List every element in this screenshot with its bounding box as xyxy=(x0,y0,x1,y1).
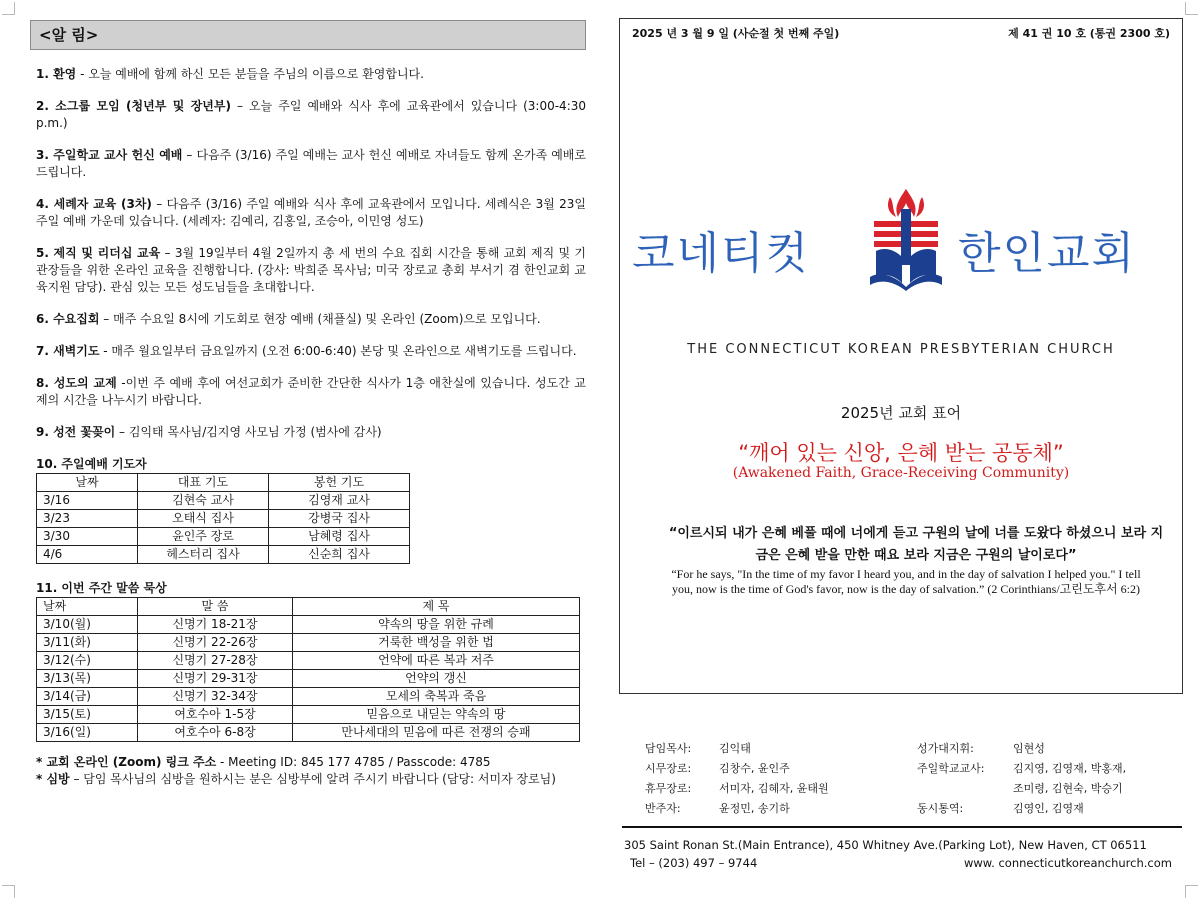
table-cell: 여호수아 6-8장 xyxy=(138,724,293,742)
table-row xyxy=(37,510,410,528)
motto-english: (Awakened Faith, Grace-Receiving Community) xyxy=(732,465,1070,481)
staff-role: 휴무장로: xyxy=(645,782,692,795)
divider xyxy=(622,826,1182,828)
table-row xyxy=(37,616,580,634)
staff-names: 서미자, 김혜자, 윤태원 xyxy=(719,782,829,795)
notice-item xyxy=(36,98,586,132)
notice-text: – 매주 수요일 8시에 기도회로 현장 예배 (채플실) 및 온라인 (Zoom)으로 모입니다. xyxy=(99,312,541,326)
notice-item xyxy=(36,424,586,441)
table-cell: 거룩한 백성을 위한 법 xyxy=(293,634,580,652)
staff-names: 윤정민, 송기하 xyxy=(719,802,790,815)
table-cell: 남혜령 집사 xyxy=(269,528,410,546)
bulletin-date: 2025 년 3 월 9 일 (사순절 첫 번째 주일) xyxy=(632,27,840,40)
table-cell: 헤스터리 집사 xyxy=(138,546,269,564)
bulletin-issue: 제 41 권 10 호 (통권 2300 호) xyxy=(1008,27,1170,40)
table-cell: 강병국 집사 xyxy=(269,510,410,528)
table-cell: 4/6 xyxy=(37,546,138,564)
table-row xyxy=(37,724,580,742)
page-corner-mark xyxy=(2,885,15,898)
bulletin-cover xyxy=(619,18,1183,694)
zoom-link-note xyxy=(36,754,586,771)
table-cell: 약속의 땅을 위한 규례 xyxy=(293,616,580,634)
table-row xyxy=(37,688,580,706)
staff-role: 주일학교교사: xyxy=(917,762,985,775)
notice-text: – 김익태 목사님/김지영 사모님 가정 (범사에 감사) xyxy=(115,425,382,439)
staff-role: 반주자: xyxy=(645,802,681,815)
notice-title: 8. 성도의 교제 xyxy=(36,376,117,390)
staff-names: 김영인, 김영재 xyxy=(1013,802,1084,815)
notice-text: – 다음주 (3/16) 주일 예배는 교사 헌신 예배로 자녀들도 함께 온가족 예배로 드립니다. xyxy=(36,148,586,179)
staff-role: 시무장로: xyxy=(645,762,692,775)
notice-text: - 매주 월요일부터 금요일까지 (오전 6:00-6:40) 본당 및 온라인으로 새벽기도를 드립니다. xyxy=(99,344,577,358)
staff-names: 임현성 xyxy=(1013,742,1045,755)
notices-column xyxy=(30,20,586,788)
table-cell: 3/15(토) xyxy=(37,706,138,724)
notice-item xyxy=(36,147,586,181)
staff-role: 성가대지휘: xyxy=(917,742,974,755)
table-cell: 신순희 집사 xyxy=(269,546,410,564)
table-cell: 3/16 xyxy=(37,492,138,510)
column-header: 날짜 xyxy=(37,474,138,492)
column-header: 봉헌 기도 xyxy=(269,474,410,492)
notice-title: 9. 성전 꽃꽂이 xyxy=(36,425,116,439)
table-cell: 만나세대의 믿음에 따른 전쟁의 승패 xyxy=(293,724,580,742)
motto-korean: “깨어 있는 신앙, 은혜 받는 공동체” xyxy=(738,441,1064,465)
table-cell: 3/14(금) xyxy=(37,688,138,706)
notice-item xyxy=(36,311,586,328)
page-corner-mark xyxy=(1185,885,1198,898)
church-website: www. connecticutkoreanchurch.com xyxy=(963,856,1172,870)
table-cell: 신명기 18-21장 xyxy=(138,616,293,634)
column-header: 제 목 xyxy=(293,598,580,616)
table-cell: 믿음으로 내딛는 약속의 땅 xyxy=(293,706,580,724)
prayer-table xyxy=(36,473,410,564)
table-cell: 김영재 교사 xyxy=(269,492,410,510)
staff-names: 김창수, 윤인주 xyxy=(719,762,790,775)
zoom-text: - Meeting ID: 845 177 4785 / Passcode: 4785 xyxy=(216,755,491,769)
church-logo xyxy=(620,187,1182,307)
cover-header xyxy=(632,25,1170,41)
logo-text-left: 코네티컷 xyxy=(632,228,811,279)
table-cell: 오태식 집사 xyxy=(138,510,269,528)
table-cell: 김현숙 교사 xyxy=(138,492,269,510)
notice-title: 2. 소그룹 모임 (청년부 및 장년부) xyxy=(36,99,231,113)
church-phone: Tel – (203) 497 – 9744 xyxy=(630,856,758,870)
page-corner-mark xyxy=(1185,2,1198,15)
visit-text: – 담임 목사님의 심방을 원하시는 분은 심방부에 알려 주시기 바랍니다 (담당: 서미자 장로님) xyxy=(69,772,556,786)
table-cell: 3/11(화) xyxy=(37,634,138,652)
motto-heading: 2025년 교회 표어 xyxy=(840,404,962,422)
table-row xyxy=(37,652,580,670)
notice-title: 7. 새벽기도 xyxy=(36,344,100,358)
table-cell: 윤인주 장로 xyxy=(138,528,269,546)
staff-role: 담임목사: xyxy=(645,742,692,755)
meditation-table xyxy=(36,597,580,742)
table-cell: 3/30 xyxy=(37,528,138,546)
notice-item xyxy=(36,66,586,83)
notice-title: 4. 세례자 교육 (3차) xyxy=(36,197,152,211)
table-cell: 신명기 32-34장 xyxy=(138,688,293,706)
notice-list xyxy=(30,66,586,441)
table-row xyxy=(37,670,580,688)
notice-item xyxy=(36,343,586,360)
presbyterian-cross-icon xyxy=(868,187,944,291)
visit-note xyxy=(36,771,586,788)
table-cell: 3/23 xyxy=(37,510,138,528)
table-cell: 3/16(일) xyxy=(37,724,138,742)
visit-title: * 심방 xyxy=(36,772,70,786)
notice-text: – 다음주 (3/16) 주일 예배와 식사 후에 교육관에서 모입니다. 세례식은 3월 23일 주일 예배 가운데 있습니다. (세례자: 김예리, 김홍일, 조승아, 이민영 성도) xyxy=(36,197,586,228)
table-row xyxy=(37,492,410,510)
table-cell: 신명기 27-28장 xyxy=(138,652,293,670)
table-row xyxy=(37,706,580,724)
table-cell: 언약의 갱신 xyxy=(293,670,580,688)
notices-header: <알 림> xyxy=(30,20,586,50)
notice-item xyxy=(36,245,586,296)
staff-names: 김익태 xyxy=(719,742,751,755)
zoom-title: * 교회 온라인 (Zoom) 링크 주소 xyxy=(36,755,217,769)
notice-text: -이번 주 예배 후에 여선교회가 준비한 간단한 식사가 1층 애찬실에 있습니다. 성도간 교제의 시간을 나누시기 바랍니다. xyxy=(36,376,586,407)
table-cell: 3/13(목) xyxy=(37,670,138,688)
table-cell: 언약에 따른 복과 저주 xyxy=(293,652,580,670)
notice-text: – 오늘 주일 예배와 식사 후에 교육관에서 있습니다 (3:00-4:30 p.m.) xyxy=(36,99,587,130)
table-row xyxy=(37,634,580,652)
notice-title: 1. 환영 xyxy=(36,67,77,81)
church-address: 305 Saint Ronan St.(Main Entrance), 450 Whitney Ave.(Parking Lot), New Haven, CT 06511 xyxy=(624,838,1147,852)
table-cell: 여호수아 1-5장 xyxy=(138,706,293,724)
notice-text: - 오늘 예배에 함께 하신 모든 분들을 주님의 이름으로 환영합니다. xyxy=(76,67,424,81)
staff-names: 조미령, 김현숙, 박승기 xyxy=(1013,782,1123,795)
table-row xyxy=(37,546,410,564)
notice-item xyxy=(36,375,586,409)
staff-role: 동시통역: xyxy=(917,802,964,815)
table-header-row xyxy=(37,474,410,492)
table-cell: 신명기 29-31장 xyxy=(138,670,293,688)
notice-text: – 3월 19일부터 4월 2일까지 총 세 번의 수요 집회 시간을 통해 교회 제직 및 기관장들을 위한 온라인 교육을 진행합니다. (강사: 박희준 목사님; 미국 장로교 총회 부서기 겸 한인교회 교육지원 담당). 관심 있는 모든 성도님들을 초대합니다. xyxy=(36,246,586,294)
meditation-section-title: 11. 이번 주간 말씀 묵상 xyxy=(36,581,167,595)
column-header: 날짜 xyxy=(37,598,138,616)
notice-title: 3. 주일학교 교사 헌신 예배 xyxy=(36,148,183,162)
notice-item xyxy=(36,196,586,230)
notice-title: 5. 제직 및 리더십 교육 xyxy=(36,246,161,260)
notice-title: 6. 수요집회 xyxy=(36,312,100,326)
church-name-english: THE CONNECTICUT KOREAN PRESBYTERIAN CHURCH xyxy=(687,342,1115,357)
page-corner-mark xyxy=(2,2,15,15)
logo-text-right: 한인교회 xyxy=(958,228,1137,279)
scripture-english: “For he says, "In the time of my favor I heard you, and in the day of salvation I helped you." I tell you, now is the time of God's favor, now is the day of salvation.” (2 Corinthians/고린도후서 6:2) xyxy=(671,567,1141,596)
scripture-korean: “이르시되 내가 은혜 베풀 때에 너에게 듣고 구원의 날에 너를 도왔다 하셨으니 보라 지금은 은혜 받을 만한 때요 보라 지금은 구원의 날이로다” xyxy=(668,526,1164,563)
table-cell: 신명기 22-26장 xyxy=(138,634,293,652)
table-header-row xyxy=(37,598,580,616)
table-cell: 3/12(수) xyxy=(37,652,138,670)
prayer-section-title: 10. 주일예배 기도자 xyxy=(36,457,147,471)
column-header: 대표 기도 xyxy=(138,474,269,492)
column-header: 말 씀 xyxy=(138,598,293,616)
table-row xyxy=(37,528,410,546)
table-cell: 모세의 축복과 죽음 xyxy=(293,688,580,706)
table-cell: 3/10(월) xyxy=(37,616,138,634)
staff-names: 김지영, 김영재, 박홍재, xyxy=(1013,762,1127,775)
